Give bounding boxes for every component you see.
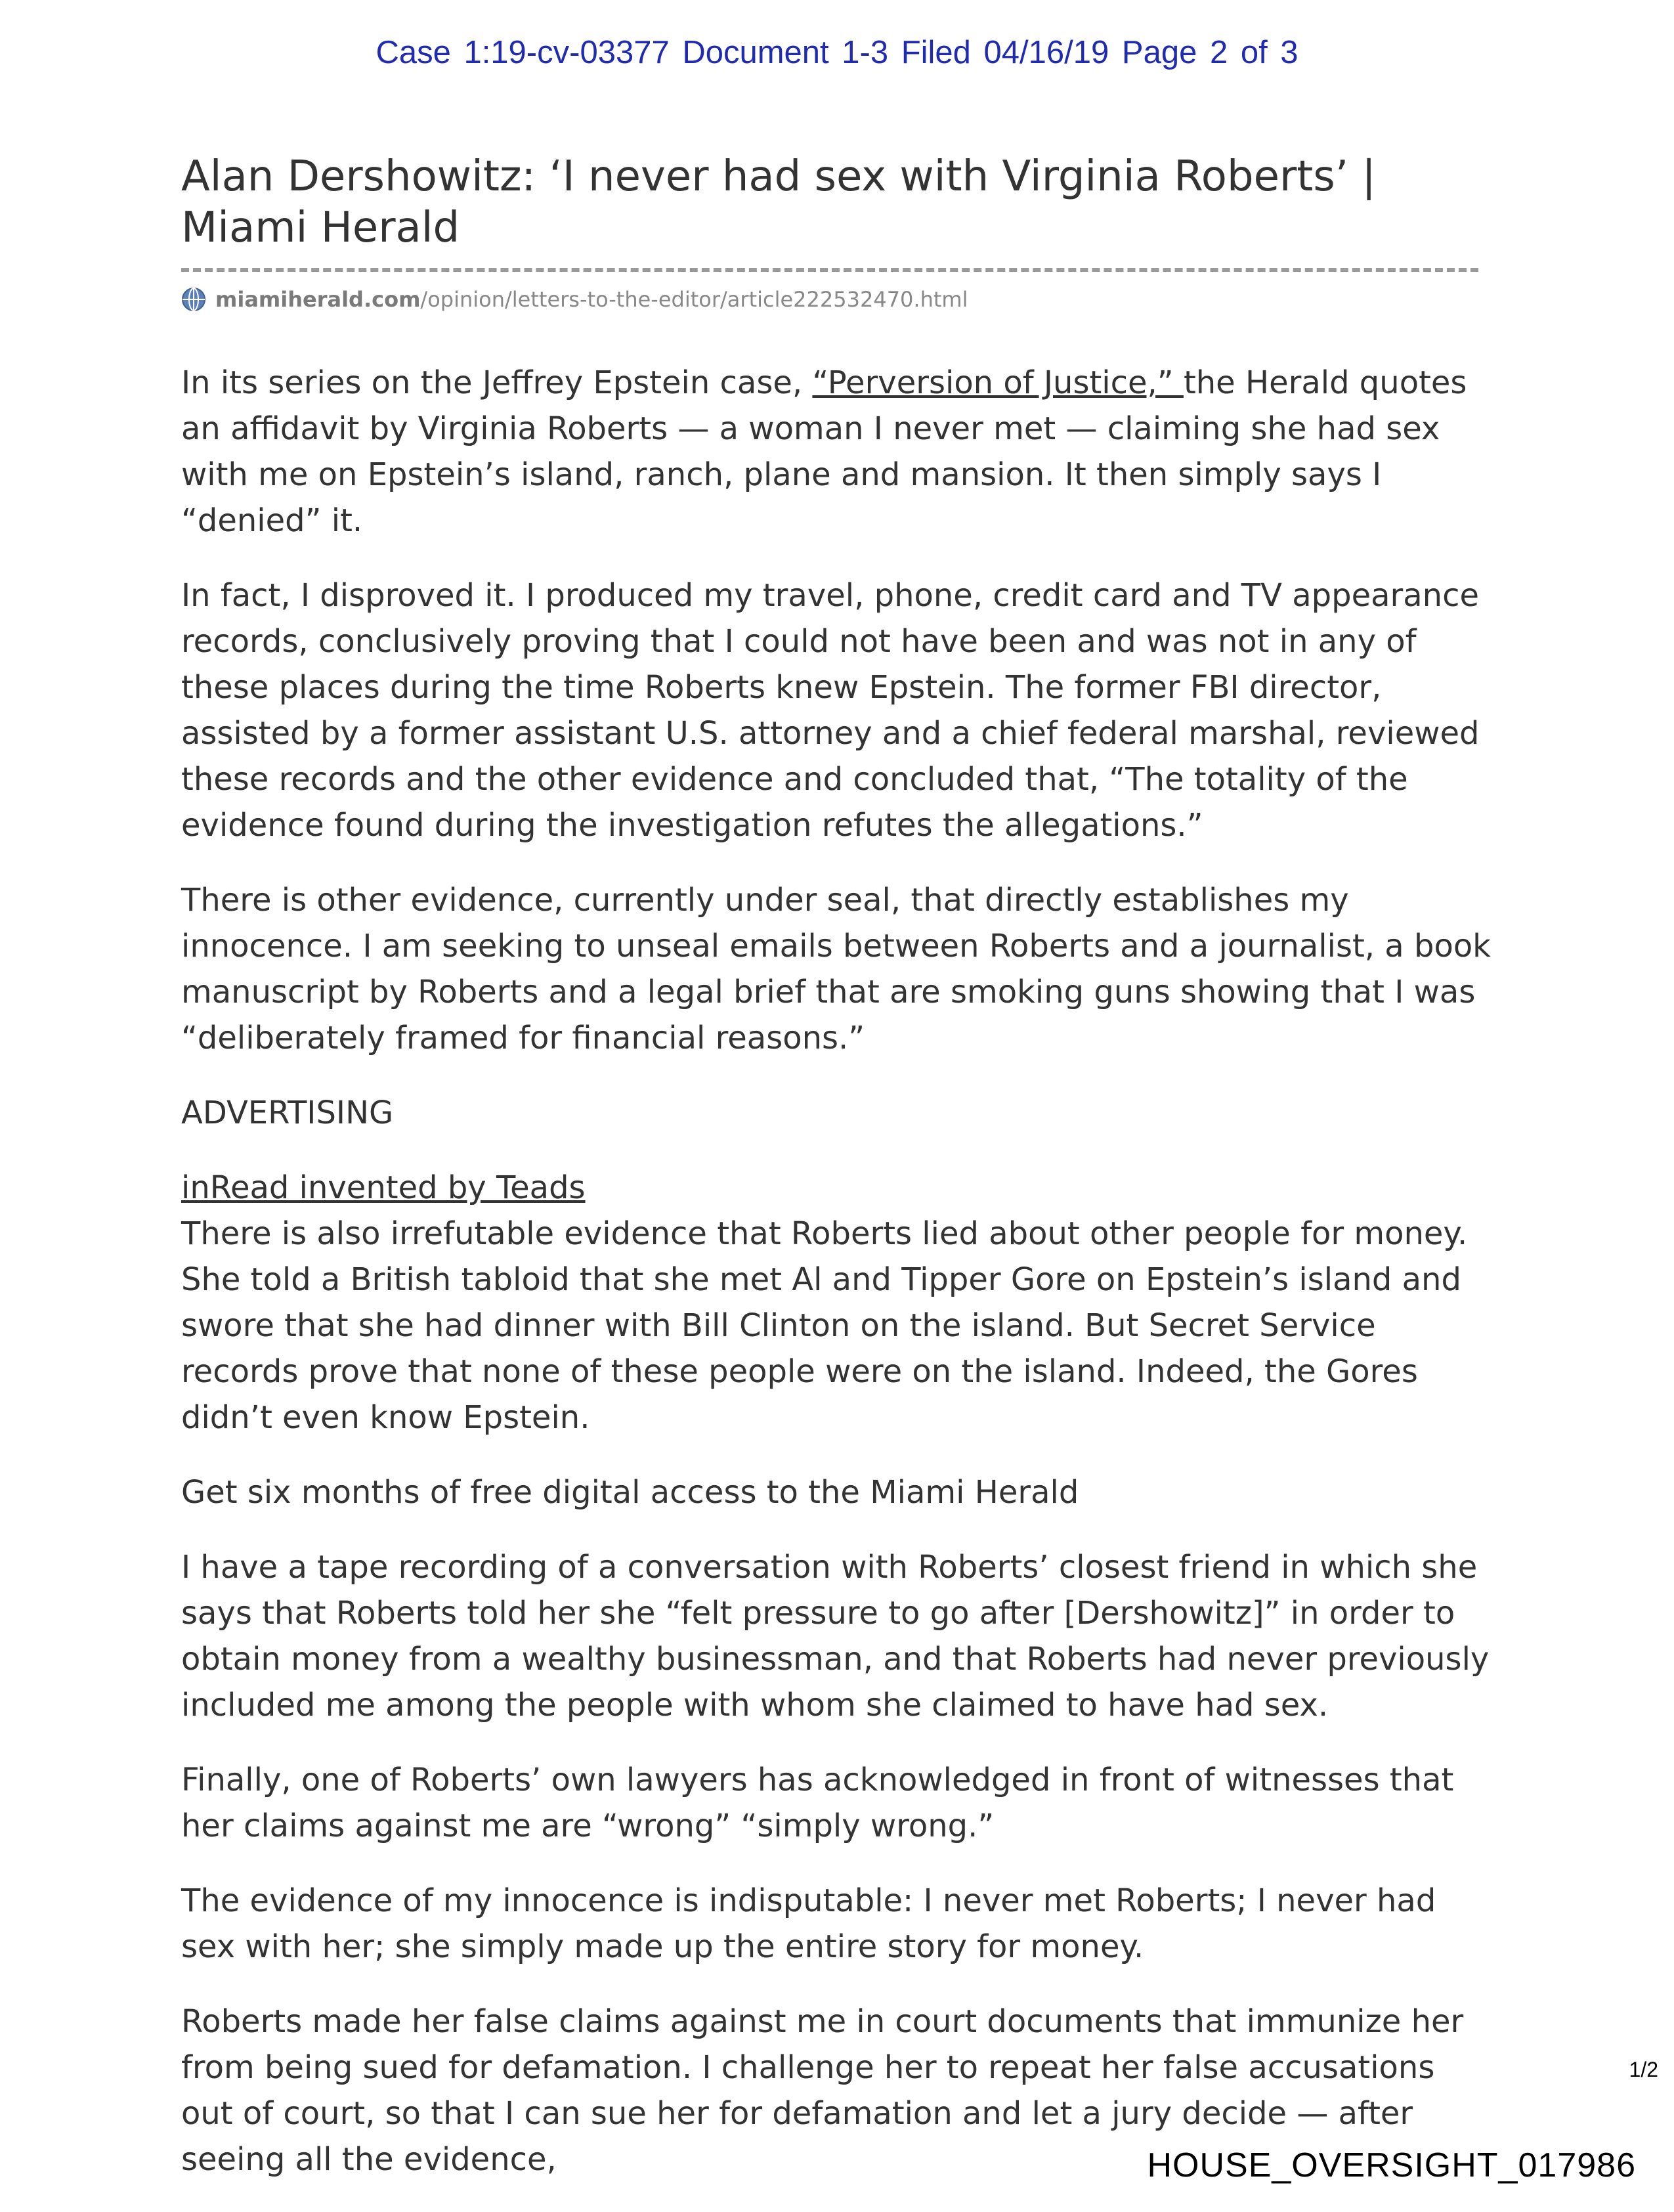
- paragraph-7: The evidence of my innocence is indisputable: I never met Roberts; I never had sex with her; she simply made up the entire story for money.: [181, 1882, 1436, 1965]
- article-title: Alan Dershowitz: ‘I never had sex with Virginia Roberts’ | Miami Herald: [181, 152, 1376, 252]
- subscription-promo: Get six months of free digital access to the Miami Herald: [181, 1474, 1079, 1511]
- print-page-number: 1/2: [1629, 2058, 1658, 2081]
- source-domain: miamiherald.com: [215, 287, 421, 312]
- filed-date: Filed 04/16/19: [901, 35, 1109, 70]
- inread-line: [181, 1165, 1494, 1211]
- paragraph-8: Roberts made her false claims against me in court documents that immunize her from being sued for defamation. I challenge her to repeat her false accusations out of court, so that I can sue her for defamation and let a jury decide — after seeing all the evidence,: [181, 2003, 1464, 2178]
- court-filing-header: [0, 34, 1674, 71]
- paragraph-6: Finally, one of Roberts’ own lawyers has acknowledged in front of witnesses that her claims against me are “wrong” “simply wrong.”: [181, 1762, 1454, 1844]
- perversion-of-justice-link[interactable]: “Perversion of Justice,”: [812, 364, 1184, 401]
- paragraph-4: There is also irrefutable evidence that Roberts lied about other people for money. She told a British tabloid that she met Al and Tipper Gore on Epstein’s island and swore that she had dinner with Bill Clinton on the island. But Secret Service records prove that none of these people were on the island. Indeed, the Gores didn’t even know Epstein.: [181, 1215, 1468, 1436]
- article-body: [181, 360, 1494, 2211]
- paragraph-1: [181, 360, 1494, 544]
- advertising-label: ADVERTISING: [181, 1095, 394, 1131]
- page-indicator: Page 2 of 3: [1121, 35, 1298, 70]
- source-url[interactable]: [181, 284, 968, 315]
- paragraph-3: There is other evidence, currently under seal, that directly establishes my innocence. I am seeking to unseal emails between Roberts and a journalist, a book manuscript by Roberts and a legal brief that are smoking guns showing that I was “deliberately framed for financial reasons.”: [181, 882, 1491, 1056]
- inread-link[interactable]: inRead invented by Teads: [181, 1169, 586, 1206]
- paragraph-1-rest: the Herald quotes an affidavit by Virginia Roberts — a woman I never met — claiming she had sex with me on Epstein’s island, ranch, plane and mansion. It then simply says I “denied” it.: [181, 364, 1467, 539]
- bates-number: HOUSE_OVERSIGHT_017986: [1147, 2146, 1636, 2184]
- paragraph-5: I have a tape recording of a conversation with Roberts’ closest friend in which she says that Roberts told her she “felt pressure to go after [Dershowitz]” in order to obtain money from a wealthy businessman, and that Roberts had never previously included me among the people with whom she claimed to have had sex.: [181, 1549, 1490, 1724]
- document-number: Document 1-3: [682, 35, 889, 70]
- source-path: /opinion/letters-to-the-editor/article222532470.html: [420, 287, 968, 312]
- paragraph-2: In fact, I disproved it. I produced my travel, phone, credit card and TV appearance records, conclusively proving that I could not have been and was not in any of these places during the time Roberts knew Epstein. The former FBI director, assisted by a former assistant U.S. attorney and a chief federal marshal, reviewed these records and the other evidence and concluded that, “The totality of the evidence found during the investigation refutes the allegations.”: [181, 577, 1480, 844]
- title-divider: [181, 268, 1478, 272]
- globe-icon: [181, 287, 206, 312]
- case-number: Case 1:19-cv-03377: [376, 35, 670, 70]
- paragraph-1-lead: In its series on the Jeffrey Epstein case,: [181, 364, 813, 401]
